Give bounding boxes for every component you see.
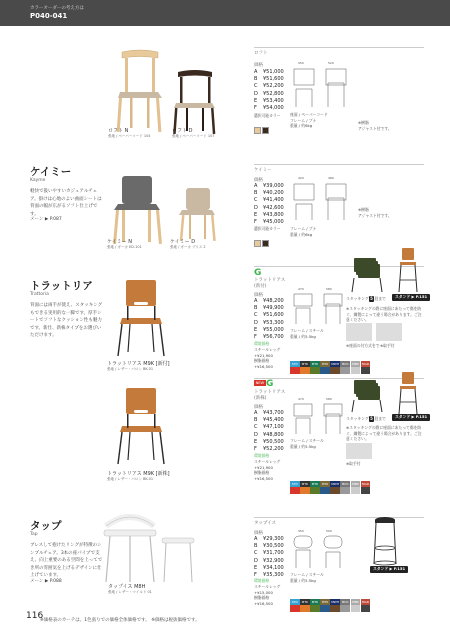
fabric-chip[interactable]: MTK [311,362,319,366]
trattoria-old-dimension-drawing [290,286,350,326]
keimy-dimension-drawing [290,174,352,222]
roft-details: 座面 / ペーパーコード フレーム / ブナ 重量 / 約6kg [290,112,328,128]
roft-d-caption: ロフト D [172,128,193,134]
roft-d-spec: 張地 / ペーパーコード 107 [172,134,215,138]
keimy-ref-link[interactable]: メーン ▶ P.087 [30,217,62,222]
dim-w1: 470 [298,287,304,291]
roft-dimension-drawing [290,59,352,109]
trattoria-new-details: フレーム / スチール 重量 / 約5.5kg [290,438,324,449]
trattoria-detail-label-2: ※取手付 [380,343,395,348]
swatch-dark[interactable] [262,127,269,134]
trattoria-new-stand-link[interactable]: スタンド ▶ P.151 [392,414,430,421]
roft-d-chair [173,70,215,134]
keimy-price-d: D ¥42,600 [254,204,284,211]
tap-dimension-drawing [290,528,350,570]
trattoria-old-note: ※スタッキングの際に座面にあたって傷を防ぐ、鋼製によって違う場合があります。ご注意ください。 [346,306,422,322]
keimy-price-head: 価格 [254,178,263,183]
tap-price-head: 価格 [254,531,263,536]
trattoria-old-chair-image [112,278,172,358]
trattoria-new-price-f: F ¥52,200 [254,446,284,453]
trattoria-old-model-label: トラットリアス (新付) [254,278,286,289]
roft-frame-color-label: 選択可能カラー [254,113,281,118]
roft-price-b: B ¥51,600 [254,76,284,83]
roft-rule [254,47,424,48]
tap-badge: 環境価格 [254,578,270,583]
keimy-price-e: E ¥43,800 [254,211,284,218]
swatch-natural[interactable] [254,127,261,134]
trattoria-new-stand-stool-image [396,370,420,416]
keimy-rule [254,164,424,165]
tap-ref-link[interactable]: メーン ▶ P.088 [30,579,62,584]
roft-model-label: ロフト [254,51,268,56]
tap-description: ブレスして抱けたリングが特徴のシンプルチェア。3本の座パイプで支え、向上重要のある空間を上ってでき所の雰囲気を上げるデザインに仕上げています。 [30,543,103,578]
new-badge: NEW [255,381,265,385]
keimy-n-chair [113,176,162,244]
roft-chairs-image [100,48,240,136]
dim-w1: 470 [298,397,304,401]
trattoria-old-price-f: F ¥56,700 [254,334,284,341]
roft-n-chair [117,50,162,132]
header-category: カラーオーダーの考え方は [30,6,84,11]
trattoria-description: 背面には両手が使え、スタッキングもできる実用的な一脚です。厚手シートでソフトなクッション性も魅力です。新仕、新株タイプをお選びいただけます。 [30,303,103,338]
trattoria-old-badge: 環境価格 [254,341,270,346]
tap-details: フレーム / スチール 重量 / 約5.5kg [290,572,324,583]
trattoria-new-stacked-image [346,378,396,414]
trattoria-detail-photo-1 [346,323,372,341]
dim-w2: 520 [328,61,334,65]
trattoria-new-price-d: D ¥48,800 [254,431,284,438]
dim-w2: 500 [326,529,332,533]
tap-price-e: E ¥34,100 [254,564,284,571]
tap-extra1: スチールレッグ +¥15,000 [254,584,281,595]
trattoria-new-detail-photo [346,443,372,459]
trattoria-new-price-e: E ¥50,500 [254,438,284,445]
keimy-d-spec: 張地 / ガーカ ブリス 2 [170,245,206,249]
page-number: 116 [26,611,44,621]
trattoria-subtitle: Trattoria [30,292,49,297]
trattoria-stacking-label: スタッキング 5 段まで [346,296,386,301]
fabric-strip-5: STD MTK MTK MTK MWH MOC MBK MGR [291,600,369,604]
fabric-chip[interactable]: STD [291,362,298,366]
dim-w2: 580 [326,397,332,401]
trattoria-detail-label-1: ※座面の付方式をで [346,343,380,348]
keimy-note: ※樹脂 アジャスト付です。 [358,207,392,218]
dim-w1: 450 [298,61,304,65]
keimy-price-b: B ¥40,200 [254,190,284,197]
tap-caption: タップイス M8H [108,584,146,590]
keimy-title: ケイミー [30,166,72,178]
trattoria-stand-link[interactable]: スタンド ▶ P.151 [392,294,430,301]
trattoria-new-model-label: トラットリアス (新株) [254,390,286,401]
trattoria-new-price-a: A ¥43,700 [254,410,284,416]
dim-w2: 480 [328,176,334,180]
tap-price-list [254,536,284,579]
tap-price-a: A ¥29,300 [254,536,284,542]
keimy-model-label: ケイミー [254,168,272,173]
tap-title: タップ [30,520,62,532]
trattoria-new-detail-label: ※取手付 [346,461,361,466]
trattoria-new-extra2: 樹脂価格 +¥16,500 [254,470,273,481]
dim-w2: 580 [326,287,332,291]
tap-subtitle: Tap [30,532,38,537]
swatch-dark[interactable] [262,240,269,247]
trattoria-new-price-c: C ¥47,100 [254,424,284,431]
roft-price-head: 価格 [254,63,263,68]
tap-spec: 張地 / レザー・マイルド 01 [108,590,152,594]
fabric-chip[interactable]: MTK [321,362,329,366]
tap-price-d: D ¥32,900 [254,557,284,564]
tap-stand-stool-image [370,514,400,566]
trattoria-title: トラットリア [30,280,93,292]
keimy-price-list [254,183,284,226]
trattoria-new-chair-image [112,386,172,466]
keimy-chairs-image [100,166,240,246]
roft-price-list [254,69,284,112]
tap-price-b: B ¥30,500 [254,543,284,550]
tap-extra2: 樹脂価格 +¥16,500 [254,595,273,606]
trattoria-old-price-b: B ¥49,900 [254,305,284,312]
trattoria-old-price-d: D ¥53,300 [254,319,284,326]
keimy-price-c: C ¥41,400 [254,197,284,204]
dim-w1: 420 [298,176,304,180]
roft-price-c: C ¥52,200 [254,83,284,90]
keimy-frame-swatches [254,232,270,251]
fabric-chip[interactable]: MTK [301,362,309,366]
keimy-d-chair [179,188,216,241]
tap-chair-large [104,517,156,582]
trattoria-new-caption: トラットリアス M9K [新株] [107,471,170,477]
fabric-strip-4 [290,479,371,498]
trattoria-old-spec: 張地 / レザー・バロン BK-01 [107,367,154,371]
trattoria-old-price-list [254,298,284,341]
roft-n-spec: 張地 / ペーパーコード 104 [108,134,151,138]
trattoria-old-extra1: スチールレッグ +¥21,900 [254,347,281,358]
trattoria-old-price-head: 価格 [254,293,263,298]
trattoria-new-extra1: スチールレッグ +¥21,900 [254,459,281,470]
fabric-chip[interactable]: MOC [341,362,349,366]
keimy-details: フレーム / ブナ 重量 / 約6kg [290,226,317,237]
roft-frame-swatches [254,119,270,138]
trattoria-old-price-c: C ¥51,600 [254,312,284,319]
keimy-price-a: A ¥39,000 [254,183,284,189]
trattoria-old-extra2: 樹脂価格 +¥16,500 [254,358,273,369]
keimy-n-caption: ケイミー N [107,239,132,245]
trattoria-new-spec: 張地 / レザー・バロン BK-01 [107,477,154,481]
tap-chairs-image [100,504,198,586]
trattoria-new-note: ※スタッキングの際に座面にあたって傷を防ぐ、鋼製によって違う場合があります。ご注意ください。 [346,425,422,441]
trattoria-stand-stool-image [396,246,420,294]
trattoria-new-price-list [254,410,284,453]
fabric-chip[interactable]: MGR [361,362,369,366]
trattoria-new-badge: 環境価格 [254,453,270,458]
trattoria-old-details: フレーム / スチール 重量 / 約5.5kg [290,328,324,339]
keimy-subtitle: Kayme [30,178,46,183]
trattoria-detail-photo-2 [376,323,402,341]
roft-note: ※樹脂 アジャスト付です。 [358,120,392,131]
g-mark-icon: G [266,379,274,389]
trattoria-new-dimension-drawing [290,396,350,436]
trattoria-new-stacking-label: スタッキング 5 段まで [346,416,386,421]
roft-price-f: F ¥54,000 [254,105,284,112]
tap-price-c: C ¥31,700 [254,550,284,557]
keimy-price-f: F ¥45,000 [254,219,284,226]
header-pages: P040-041 [30,12,68,20]
keimy-description: 軽快で扱いやすいカジュアルチェア。掛けは心地のよい曲面シートは背面の幅が広がるソフト仕上げです。 [30,189,102,217]
trattoria-new-price-head: 価格 [254,405,263,410]
fabric-strip-3: STD MTK MTK MTK MWH MOC MBK MGR [291,482,369,486]
trattoria-new-price-b: B ¥45,400 [254,417,284,424]
roft-price-a: A ¥51,000 [254,69,284,75]
fabric-chip[interactable]: MWH [331,362,340,366]
swatch-natural[interactable] [254,240,261,247]
keimy-n-spec: 張地 / ガーカ ED-101 [107,245,142,249]
tap-model-label: タップイス [254,521,277,526]
trattoria-old-price-a: A ¥48,200 [254,298,284,304]
roft-price-e: E ¥53,400 [254,97,284,104]
trattoria-stacked-image [346,256,396,294]
page-header [0,0,450,26]
trattoria-old-price-e: E ¥55,000 [254,326,284,333]
fabric-strip-6 [290,597,371,616]
dim-w1: 450 [298,529,304,533]
roft-n-caption: ロフト N [108,128,129,134]
fabric-strip-2 [290,359,371,378]
keimy-frame-color-label: 選択可能カラー [254,226,281,231]
tap-stand-link[interactable]: スタンド ▶ P.151 [370,566,408,573]
fabric-chip[interactable]: MBK [352,362,359,366]
keimy-d-caption: ケイミー D [170,239,196,245]
tap-chair-small [162,538,194,582]
roft-price-d: D ¥52,800 [254,90,284,97]
g-mark-icon: G [254,268,262,278]
footnote: ※価格表のカーテは、1色張りでの価格全体価格です。 ※価格は税抜価格です。 [40,618,200,623]
tap-price-f: F ¥35,300 [254,572,284,579]
trattoria-old-caption: トラットリアス M9K [新付] [107,361,170,367]
